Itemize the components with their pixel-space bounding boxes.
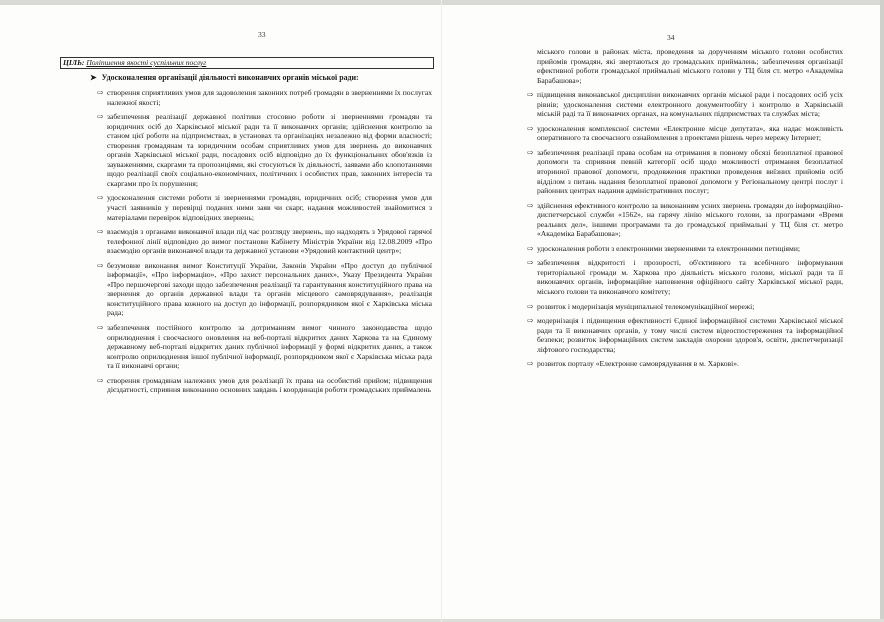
list-item-text: підвищення виконавської дисципліни виконавчих органів міської ради і посадових осіб усіх рівнів; удосконалення системи електронного документообігу і контролю в Харківській міській раді та її виконавчих органах, на комунальних підприємствах та службах міста; <box>537 90 843 119</box>
list-item <box>97 261 432 318</box>
goal-label: ЦІЛЬ: <box>63 58 85 67</box>
list-item-text: взаємодія з органами виконавчої влади під час розгляду звернень, що надходять з Урядової гарячої телефонної лінії відповідно до вимог постанови Кабінету Міністрів України від 12.08.2009 «Про взаємодію органів виконавчої влади та державної установи «Урядовий контактний центр»; <box>107 227 432 256</box>
arrow-bullet-icon: ⇨ <box>527 147 534 157</box>
section-heading <box>90 73 430 83</box>
list-item <box>527 124 843 143</box>
list-item <box>527 258 843 296</box>
list-item <box>527 201 843 239</box>
arrow-bullet-icon: ⇨ <box>527 90 534 100</box>
list-item-text: удосконалення системи роботи зі зверненнями громадян, юридичних осіб; створення умов для участі заявників у перевірці поданих ними заяв чи скарг, надання можливостей знайомитися з матеріалами перевірок відповідних звернень; <box>107 193 432 222</box>
list-item-text: забезпечення відкритості і прозорості, об'єктивного та всебічного інформування територіальної громади м. Харкова про діяльність міського голови, міської ради та її виконавчих органів, інформаційне наповнення офіційного сайту Харківської міської ради, міського голови та виконавчого комітету; <box>537 258 843 297</box>
list-item-text: удосконалення роботи з електронними зверненнями та електронними петиціями; <box>537 243 800 253</box>
scan-edge-right <box>880 0 884 622</box>
list-item <box>97 112 432 188</box>
list-item-text: створення сприятливих умов для задоволення законних потреб громадян в зверненнями їх послугах належної якості; <box>107 88 432 107</box>
arrow-bullet-icon: ⇨ <box>527 258 534 268</box>
list-item <box>527 359 843 369</box>
arrow-bullet-icon: ⇨ <box>97 323 104 333</box>
arrow-bullet-icon: ⇨ <box>97 260 104 270</box>
arrow-bullet-icon: ⇨ <box>527 123 534 133</box>
list-item-text: удосконалення комплексної системи «Електронне місце депутата», яка надає можливість оперативного та своєчасного ознайомлення з проектами рішень через мережу Інтернет; <box>537 123 843 143</box>
section-heading-text: Удосконалення організації діяльності виконавчих органів міської ради: <box>101 73 359 82</box>
list-item <box>97 376 432 395</box>
list-item-text: розвиток порталу «Електронне самоврядування в м. Харкові». <box>537 359 739 369</box>
arrow-bullet-icon: ⇨ <box>527 316 534 326</box>
list-item <box>97 227 432 256</box>
triangle-bullet-icon: ➤ <box>90 73 97 82</box>
goal-box <box>60 57 434 69</box>
list-item <box>527 148 843 196</box>
list-item <box>97 88 432 107</box>
arrow-bullet-icon: ⇨ <box>97 227 104 237</box>
continued-paragraph: міського голови в районах міста, проведення за дорученням міського голови особистих прийомів громадян, які звертаються до громадських приймалень; забезпечення організації ефективної роботи громадської приймальні міського голови у ТЦ біля ст. метро «Академіка Барабашова»; <box>537 47 843 85</box>
goal-text: Поліпшення якості суспільних послуг <box>86 58 207 67</box>
list-item <box>527 244 843 254</box>
list-item-text: здійснення ефективного контролю за виконанням усних звернень громадян до інформаційно-диспетчерської служби «1562», на гарячу лінію міського голови, за програмами «Время реальних дел», іншими програмами та до громадської приймальні у ТЦ біля ст. метро «Академіка Барабашова»; <box>537 200 843 239</box>
list-item-text: забезпечення постійного контролю за дотриманням вимог чинного законодавства щодо оприлюднення і своєчасного оновлення на веб-порталі відкритих даних Харкова та на Єдиному державному веб-порталі відкритих даних публічної інформації у формі відкритих даних, а також контролю оприлюднення іншої публічної інформації, розпорядником якої є Харківська міська рада та її виконавчі органи; <box>107 323 432 371</box>
arrow-bullet-icon: ⇨ <box>97 375 104 385</box>
scan-edge-top <box>0 0 884 5</box>
list-item <box>97 193 432 222</box>
left-item-list <box>97 88 432 400</box>
arrow-bullet-icon: ⇨ <box>527 301 534 311</box>
arrow-bullet-icon: ⇨ <box>97 112 104 122</box>
page-number: 33 <box>258 30 266 39</box>
arrow-bullet-icon: ⇨ <box>527 243 534 253</box>
list-item <box>527 302 843 312</box>
list-item-text: розвиток і модернізація муніципальної телекомунікаційної мережі; <box>537 301 755 311</box>
list-item <box>97 323 432 371</box>
arrow-bullet-icon: ⇨ <box>97 193 104 203</box>
list-item-text: забезпечення реалізації державної політики стосовно роботи зі зверненнями громадян та юридичних осіб до Харківської міської ради та її виконавчих органів; здійснення контролю за станом цієї роботи на підприємствах, в установах та організаціях незалежно від форми власності; створення громадянам та юридичним особам сприятливих умов для звернень до виконавчих органів Харківської міської ради, посадових осіб відповідно до їх функціональних обов'язків із зауваженнями, скаргами та пропозиціями, які стосуються їх діяльності, заявами або клопотаннями щодо реалізації своїх соціально-економічних, політичних і особистих прав, законних інтересів та скаргами про їх порушення; <box>107 112 432 188</box>
list-item-text: модернізація і підвищення ефективності Єдиної інформаційної системи Харківської міської ради та її виконавчих органів, у тому числі систем відеоспостереження та інформаційної безпеки; розвиток інформаційних систем закладів охорони здоров'я, освіти, диспетчеризації ліфтового господарства; <box>537 316 843 354</box>
right-item-list <box>527 47 843 374</box>
arrow-bullet-icon: ⇨ <box>527 200 534 210</box>
list-item-text: безумовне виконання вимог Конституції України, Законів України «Про доступ до публічної інформації», «Про інформацію», «Про захист персональних даних», Указу Президента України «Про першочергові заходи щодо забезпечення реалізації та гарантування конституційного права на звернення до органів державної влади та органів місцевого самоврядування», реалізація конституційного права кожного на доступ до інформації, розпорядником якої є Харківська міська рада; <box>107 260 432 318</box>
list-item <box>527 316 843 354</box>
page-fold <box>441 0 442 622</box>
list-item <box>527 90 843 119</box>
arrow-bullet-icon: ⇨ <box>527 359 534 369</box>
arrow-bullet-icon: ⇨ <box>97 88 104 97</box>
list-item-text: забезпечення реалізації права особам на отримання в повному обсязі безоплатної правової допомоги та сприяння певній категорії осіб щодо можливості отримання безоплатної вторинної правової допомоги, продовження практики проведення виїзних прийомів осіб відділом з питань надання безоплатної правової допомоги у Регіональному центрі послуг і районних центрах надання адміністративних послуг; <box>537 147 843 196</box>
list-item-text: створення громадянам належних умов для реалізації їх права на особистий прийом; підвищення дієздатності, сприяння виконанню основних завдань і координація роботи громадських приймалень <box>107 375 432 395</box>
page-number: 34 <box>667 33 675 42</box>
